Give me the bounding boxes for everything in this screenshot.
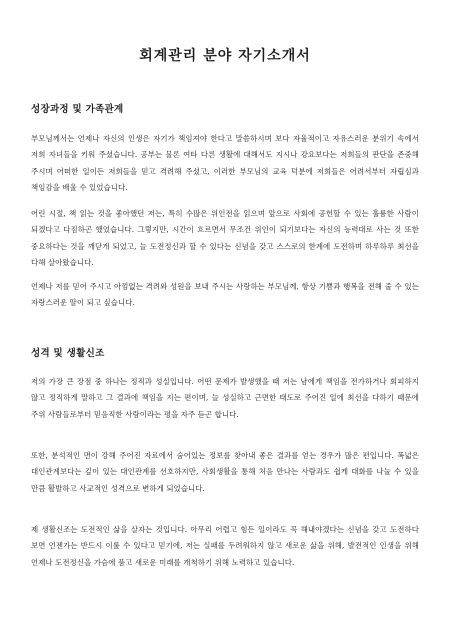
paragraph-personality-2: 또한, 분석적인 면이 강해 주어진 자료에서 숨어있는 정보를 찾아내 좋은 결과를 얻는 경우가 많은 편입니다. 폭넓은 대인관계보다는 깊이 있는 대인관계를 선호하지만, 사회생활을 통해 처음 만나는 사람과도 쉽게 대화를 나눌 수 있을 만큼 활발하고 사교적인 성격으로 변하게 되었습니다.	[31, 451, 419, 493]
document-title: 회계관리 분야 자기소개서	[139, 48, 311, 64]
paragraph-growth-3: 언제나 저를 믿어 주시고 아낌없는 격려와 성원을 보내 주시는 사랑하는 부모님께, 항상 기쁨과 행복을 전해 줄 수 있는 자랑스러운 딸이 되고 싶습니다.	[31, 282, 419, 308]
paragraph-personality-3: 제 생활신조는 도전적인 삶을 살자는 것입니다. 아무리 어렵고 힘든 일이라도 꼭 해내야겠다는 신념을 갖고 도전하다 보면 언젠가는 반드시 이룰 수 있다고 믿기에, 저는 실패를 두려워하지 않고 새로운 삶을 위해, 발전적인 인생을 위해 언제나 도전정신을 가슴에 품고 새로운 미래를 개척하기 위해 노력하고 있습니다.	[31, 525, 419, 567]
paragraph-growth-1: 부모님께서는 언제나 자신의 인생은 자기가 책임져야 한다고 말씀하시며 보다 자율적이고 자유스러운 분위기 속에서 저희 자녀들을 키워 주셨습니다. 공부는 물론 여타 다른 생활에 대해서도 지시나 강요보다는 저희들의 판단을 존중해 주시며 어떠한 일이든 저희들을 믿고 격려해 주셨고, 이러한 부모님의 교육 덕분에 저희들은 어려서부터 자립심과 책임감을 배울 수 있었습니다.	[31, 134, 419, 192]
section-heading-personality: 성격 및 생활신조	[31, 348, 105, 359]
paragraph-personality-1: 저의 가장 큰 장점 중 하나는 정직과 성실입니다. 어떤 문제가 발생했을 때 저는 남에게 책임을 전가하거나 회피하지 않고 정직하게 말하고 그 결과에 책임을 지는 편이며, 늘 성실하고 근면한 태도로 주어진 일에 최선을 다하기 때문에 주위 사람들로부터 믿음직한 사람이라는 평을 자주 듣곤 합니다.	[31, 377, 419, 419]
paragraph-growth-2: 어린 시절, 책 읽는 것을 좋아했던 저는, 특히 수많은 위인전을 읽으며 앞으로 사회에 공헌할 수 있는 훌륭한 사람이 되겠다고 다짐하곤 했었습니다. 그렇지만, 시간이 흐르면서 무조건 위인이 되기보다는 자신의 능력대로 사는 것 또한 중요하다는 것을 깨닫게 되었고, 늘 도전정신과 할 수 있다는 신념을 갖고 스스로의 한계에 도전하며 하루하루 최선을 다해 살아왔습니다.	[31, 209, 419, 267]
section-heading-growth: 성장과정 및 가족관계	[31, 104, 124, 115]
